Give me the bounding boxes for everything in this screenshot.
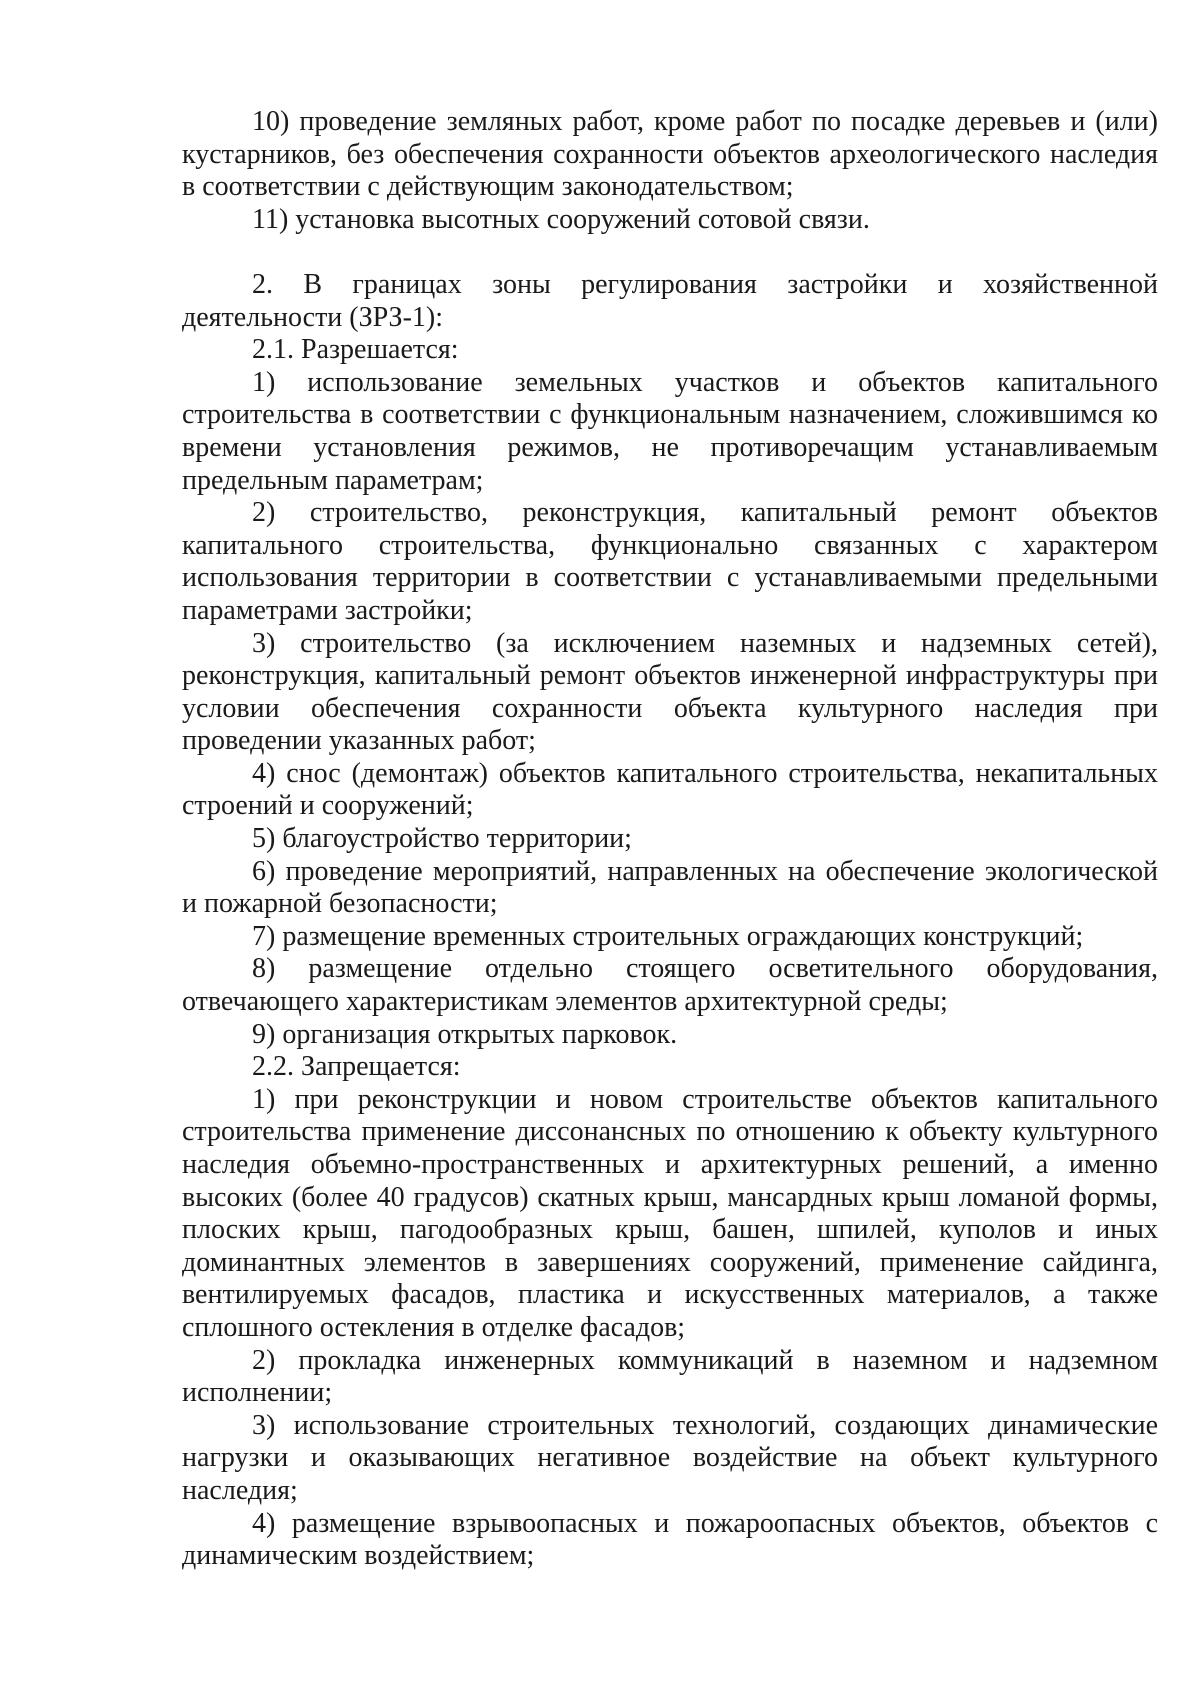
allowed-item-4: 4) снос (демонтаж) объектов капитального строительства, некапитальных строений и сооружений; [182,757,1158,822]
section-2-1-allowed-heading: 2.1. Разрешается: [252,334,459,366]
allowed-item-8: 8) размещение отдельно стоящего осветительного оборудования, отвечающего характеристикам элементов архитектурной среды; [182,953,1158,1018]
allowed-item-2: 2) строительство, реконструкция, капитальный ремонт объектов капитального строительства, функционально связанных с характером использования территории в соответствии с устанавливаемыми предельными параметрами застройки; [182,497,1158,626]
allowed-item-3: 3) строительство (за исключением наземных и надземных сетей), реконструкция, капитальный ремонт объектов инженерной инфраструктуры при условии обеспечения сохранности объекта культурного наследия при проведении указанных работ; [182,627,1158,757]
allowed-item-7: 7) размещение временных строительных ограждающих конструкций; [252,920,1084,952]
allowed-item-6: 6) проведение мероприятий, направленных на обеспечение экологической и пожарной безопасности; [182,855,1158,920]
allowed-item-5: 5) благоустройство территории; [252,823,632,855]
section-2-heading: 2. В границах зоны регулирования застройки и хозяйственной деятельности (ЗРЗ-1): [182,268,1158,333]
allowed-item-1: 1) использование земельных участков и объектов капитального строительства в соответствии с функциональным назначением, сложившимся ко времени установления режимов, не противоречащим устанавливаемым предельным параметрам; [182,366,1158,496]
document-body [182,106,1158,1573]
forbidden-item-3: 3) использование строительных технологий, создающих динамические нагрузки и оказывающих негативное воздействие на объект культурного наследия; [182,1409,1158,1506]
section-2-2-forbidden-heading: 2.2. Запрещается: [252,1051,461,1083]
forbidden-item-4: 4) размещение взрывоопасных и пожароопасных объектов, объектов с динамическим воздействием; [182,1507,1158,1572]
item-11-cell-towers: 11) установка высотных сооружений сотовой связи. [252,203,870,235]
item-10-earthworks: 10) проведение земляных работ, кроме работ по посадке деревьев и (или) кустарников, без обеспечения сохранности объектов археологического наследия в соответствии с действующим законодательством; [182,106,1158,203]
forbidden-item-2: 2) прокладка инженерных коммуникаций в наземном и надземном исполнении; [182,1344,1158,1409]
forbidden-item-1: 1) при реконструкции и новом строительстве объектов капитального строительства применение диссонансных по отношению к объекту культурного наследия объемно-пространственных и архитектурных решений, а именно высоких (более 40 градусов) скатных крыш, мансардных крыш ломаной формы, плоских крыш, пагодообразных крыш, башен, шпилей, куполов и иных доминантных элементов в завершениях сооружений, применение сайдинга, вентилируемых фасадов, пластика и искусственных материалов, а также сплошного остекления в отделке фасадов; [182,1083,1158,1343]
allowed-item-9: 9) организация открытых парковок. [252,1018,678,1050]
